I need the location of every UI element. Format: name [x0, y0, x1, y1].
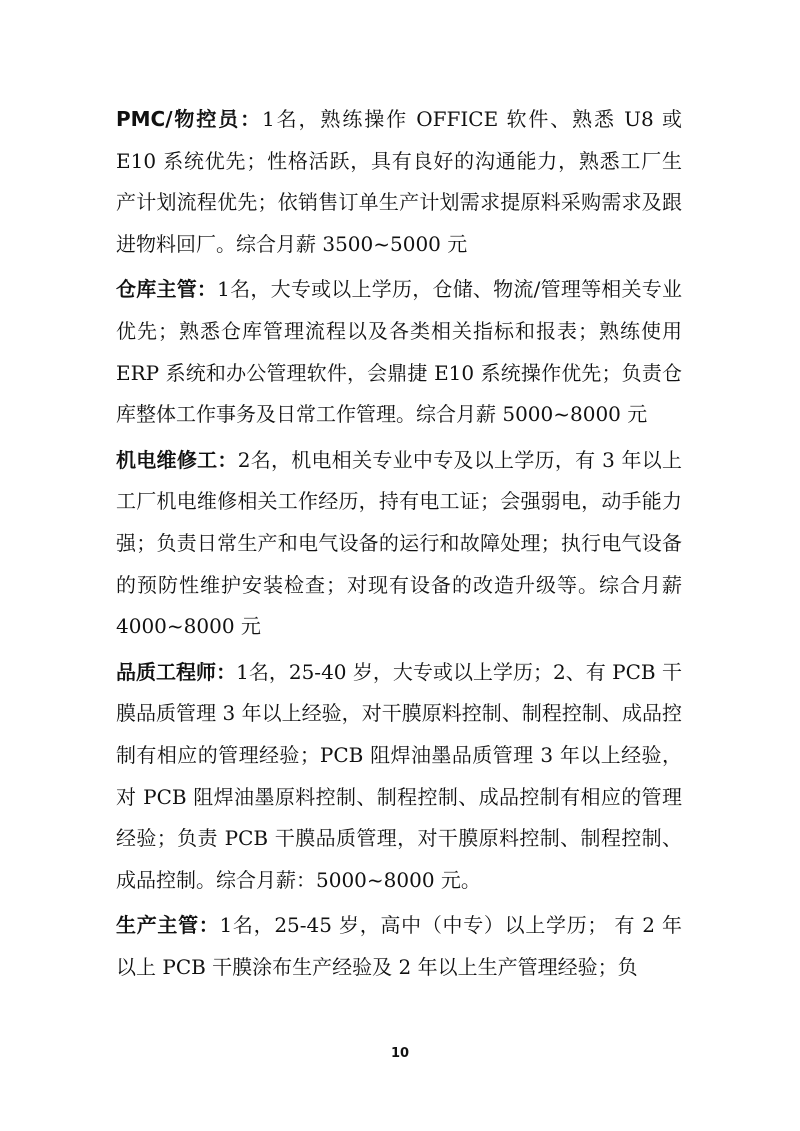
section-pmc: [116, 99, 682, 265]
section-quality-engineer: [116, 652, 682, 902]
section-label: 机电维修工：: [116, 447, 238, 472]
section-text: 1名，25-45 岁，高中（中专）以上学历； 有 2 年以上 PCB 干膜涂布生产经验及 2 年以上生产管理经验；负: [116, 913, 682, 979]
section-label: 仓库主管：: [116, 277, 218, 302]
page-number: 10: [390, 1046, 410, 1061]
section-text: 1名，25-40 岁，大专或以上学历；2、有 PCB 干膜品质管理 3 年以上经验，对干膜原料控制、制程控制、成品控制有相应的管理经验；PCB 阻焊油墨品质管理 3 年以上经验，对 PCB 阻焊油墨原料控制、制程控制、成品控制有相应的管理经验；负责 PCB 干膜品质管理，对干膜原料控制、制程控制、成品控制。综合月薪：5000~8000 元。: [116, 659, 682, 892]
section-label: 品质工程师：: [116, 659, 237, 684]
section-electromechanical-technician: [116, 440, 682, 648]
section-text: 1名，大专或以上学历，仓储、物流/管理等相关专业优先；熟悉仓库管理流程以及各类相关指标和报表；熟练使用 ERP 系统和办公管理软件，会鼎捷 E10 系统操作优先；负责仓库整体工作事务及日常工作管理。综合月薪 5000~8000 元: [116, 277, 682, 427]
section-production-supervisor: [116, 905, 682, 988]
section-label: 生产主管：: [116, 913, 220, 938]
document-body: [116, 99, 682, 992]
section-label: PMC/物控员：: [116, 107, 263, 131]
section-warehouse-supervisor: [116, 269, 682, 435]
section-text: 2名，机电相关专业中专及以上学历，有 3 年以上工厂机电维修相关工作经历，持有电工证；会强弱电，动手能力强；负责日常生产和电气设备的运行和故障处理；执行电气设备的预防性维护安装检查；对现有设备的改造升级等。综合月薪 4000~8000 元: [116, 447, 683, 639]
section-text: 1名，熟练操作 OFFICE 软件、熟悉 U8 或 E10 系统优先；性格活跃，具有良好的沟通能力，熟悉工厂生产计划流程优先；依销售订单生产计划需求提原料采购需求及跟进物料回厂。综合月薪 3500~5000 元: [116, 107, 683, 256]
